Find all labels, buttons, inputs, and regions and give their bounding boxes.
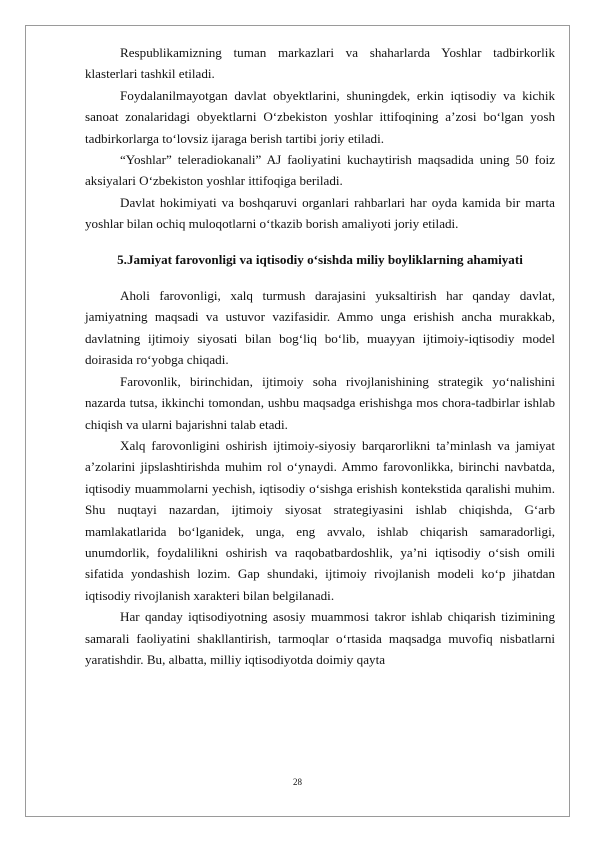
- section-heading: 5.Jamiyat farovonligi va iqtisodiy o‘sishda miliy boyliklarning ahamiyati: [117, 251, 523, 267]
- document-body: [85, 42, 555, 670]
- paragraph: Davlat hokimiyati va boshqaruvi organlari rahbarlari har oyda kamida bir marta yoshlar bilan ochiq muloqotlarni o‘tkazib borish amaliyoti joriy etiladi.: [85, 194, 555, 232]
- paragraph: Respublikamizning tuman markazlari va shaharlarda Yoshlar tadbirkorlik klasterlari tashkil etiladi.: [85, 45, 555, 82]
- paragraph: Foydalanilmayotgan davlat obyektlarini, shuningdek, erkin iqtisodiy va kichik sanoat zonalaridagi obyektlarni O‘zbekiston yoshlar ittifoqining a’zosi bo‘lgan yosh tadbirkorlarga to‘lovsiz ijaraga berish tartibi joriy etiladi.: [85, 87, 555, 146]
- paragraph: Aholi farovonligi, xalq turmush darajasini yuksaltirish har qanday davlat, jamiyatning maqsadi va ustuvor vazifasidir. Ammo unga erishish ancha murakkab, davlatning ijtimoiy siyosati bilan bogʻliq boʻlib, muayyan ijtimoiy-iqtisodiy model doirasida roʻyobga chiqadi.: [85, 288, 555, 368]
- paragraph: Farovonlik, birinchidan, ijtimoiy soha rivojlanishining strategik yoʻnalishini nazarda tutsa, ikkinchi tomondan, ushbu maqsadga erishishga mos chora-tadbirlar ishlab chiqish va ularni bajarishni talab etadi.: [85, 373, 555, 432]
- page-number: 28: [293, 777, 302, 787]
- paragraph: Xalq farovonligini oshirish ijtimoiy-siyosiy barqarorlikni taʼminlash va jamiyat aʼzolarini jipslashtirishda muhim rol oʻynaydi. Ammo farovonlikka, birinchi navbatda, iqtisodiy muammolarni yechish, iqtisodiy oʻsishga erishish kontekstida qaralishi muhim. Shu nuqtayi nazardan, ijtimoiy siyosat strategiyasini ishlab chiqishda, Gʻarb mamlakatlarida boʻlganidek, unga, eng avvalo, ishlab chiqarish samaradorligi, unumdorlik, foydalilikni oshirish va raqobatbardoshlik, yaʼni iqtisodiy oʻsish omili sifatida yondashish lozim. Gap shundaki, ijtimoiy rivojlanish modeli koʻp jihatdan iqtisodiy rivojlanish xarakteri bilan belgilanadi.: [85, 437, 555, 603]
- paragraph: Har qanday iqtisodiyotning asosiy muammosi takror ishlab chiqarish tizimining samarali faoliyatini shakllantirish, tarmoqlar oʻrtasida maqsadga muvofiq nisbatlarni yaratishdir. Bu, albatta, milliy iqtisodiyotda doimiy qayta: [85, 609, 555, 667]
- paragraph: “Yoshlar” teleradiokanali” AJ faoliyatini kuchaytirish maqsadida uning 50 foiz aksiyalari O‘zbekiston yoshlar ittifoqiga beriladi.: [85, 152, 555, 189]
